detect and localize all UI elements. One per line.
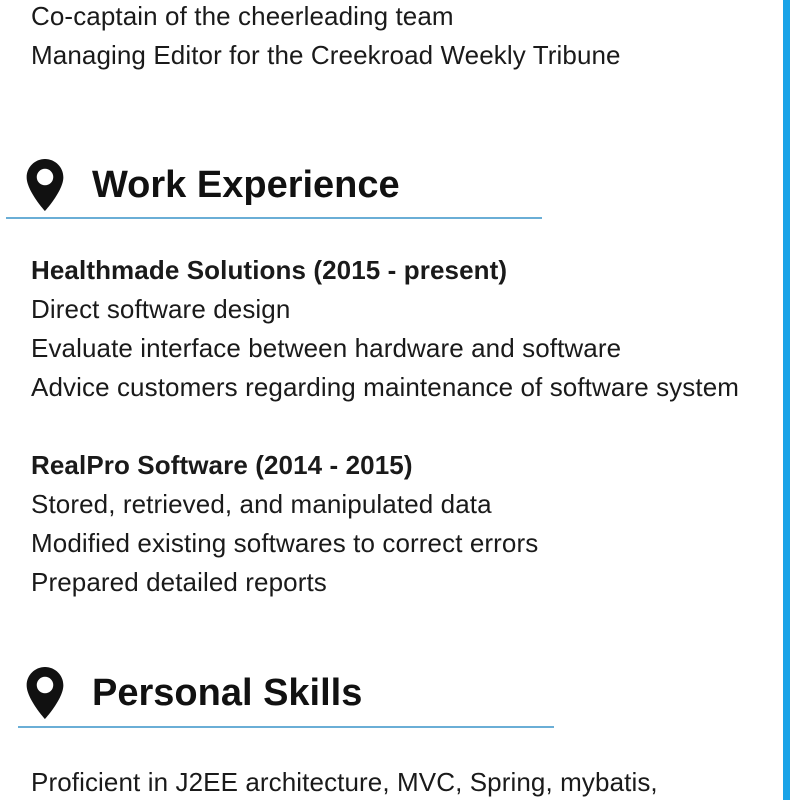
job-duty: Direct software design bbox=[31, 294, 291, 324]
page-accent-bar bbox=[783, 0, 790, 800]
section-underline bbox=[6, 217, 542, 219]
activity-item: Co-captain of the cheerleading team bbox=[31, 1, 454, 31]
personal-skills-header bbox=[26, 668, 362, 718]
activity-item: Managing Editor for the Creekroad Weekly Tribune bbox=[31, 40, 621, 70]
job-duty: Prepared detailed reports bbox=[31, 567, 327, 597]
job-duty: Evaluate interface between hardware and software bbox=[31, 333, 622, 363]
map-pin-icon bbox=[26, 667, 64, 719]
job-title: Healthmade Solutions (2015 - present) bbox=[31, 255, 508, 285]
section-title: Personal Skills bbox=[92, 671, 363, 714]
job-duty: Advice customers regarding maintenance of software system bbox=[31, 372, 740, 402]
job-duty: Stored, retrieved, and manipulated data bbox=[31, 489, 492, 519]
skill-item: Proficient in J2EE architecture, MVC, Spring, mybatis, bbox=[31, 767, 658, 797]
job-duty: Modified existing softwares to correct errors bbox=[31, 528, 539, 558]
job-title: RealPro Software (2014 - 2015) bbox=[31, 450, 413, 480]
section-title: Work Experience bbox=[92, 163, 400, 206]
work-experience-header bbox=[26, 160, 400, 210]
map-pin-icon bbox=[26, 159, 64, 211]
section-underline bbox=[18, 726, 554, 728]
